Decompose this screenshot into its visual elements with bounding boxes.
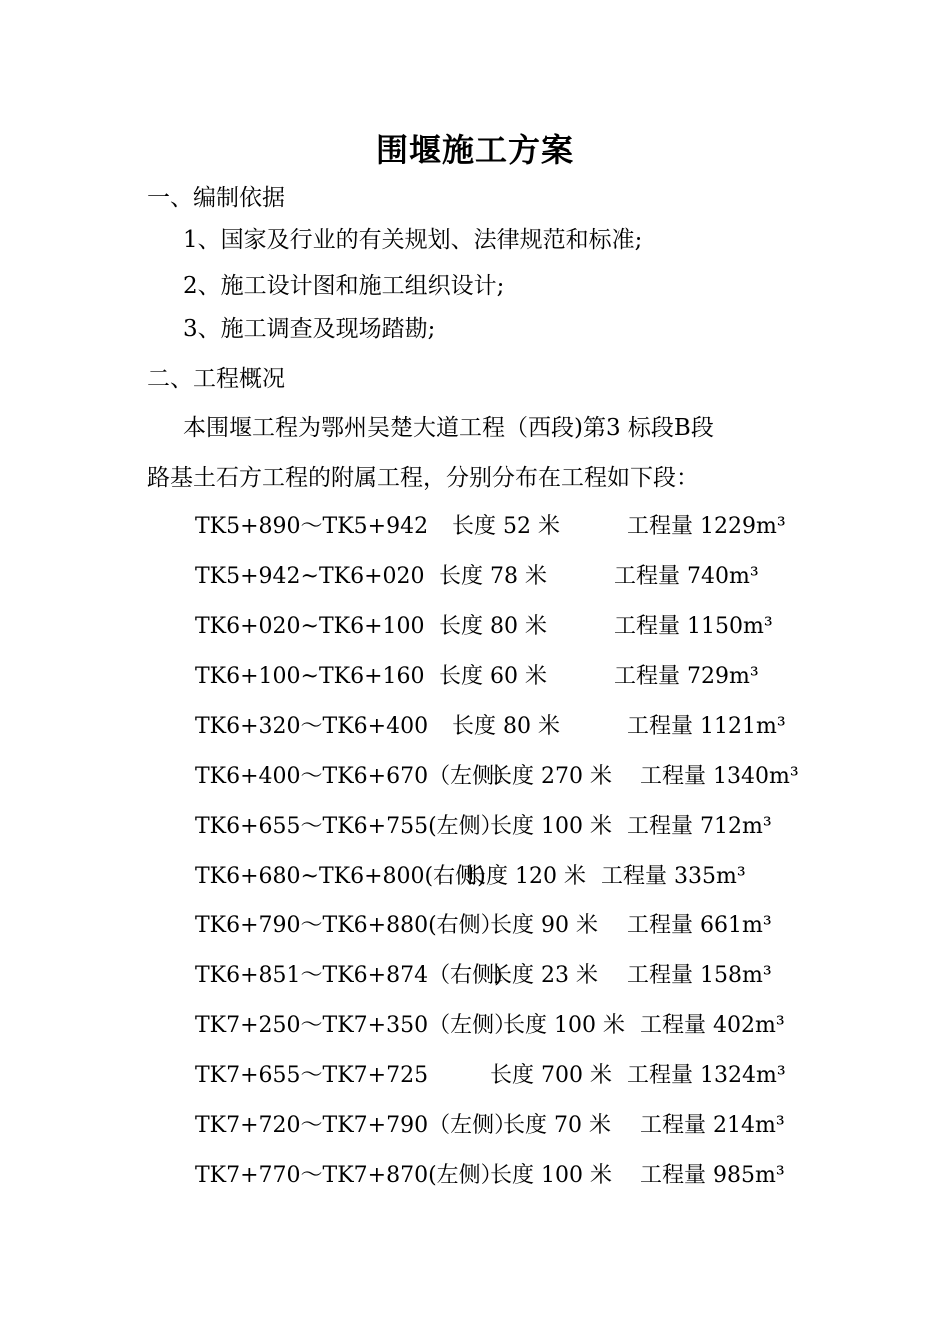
segment-range: TK7+250～TK7+350（左侧） <box>195 1013 517 1038</box>
segment-range: TK6+100~TK6+160 <box>195 664 425 689</box>
basis-item-1: 1、国家及行业的有关规划、法律规范和标准; <box>183 227 643 253</box>
basis-item-3: 3、施工调查及现场踏勘; <box>183 316 436 342</box>
segment-volume: 工程量 661m³ <box>627 913 772 938</box>
segment-range: TK5+942~TK6+020 <box>195 564 425 589</box>
segment-volume: 工程量 335m³ <box>601 864 746 889</box>
segment-length: 长度 23 米 <box>490 963 598 988</box>
segment-volume: 工程量 729m³ <box>614 664 759 689</box>
segment-range: TK6+680~TK6+800(右侧) <box>195 864 486 889</box>
segment-length: 长度 60 米 <box>439 664 547 689</box>
segment-length: 长度 120 米 <box>464 864 586 889</box>
segment-range: TK6+400～TK6+670（左侧） <box>195 764 517 789</box>
segment-range: TK6+320～TK6+400 <box>195 714 429 739</box>
segment-length: 长度 100 米 <box>503 1013 625 1038</box>
segment-volume: 工程量 1340m³ <box>640 764 799 789</box>
segment-range: TK7+770～TK7+870(左侧） <box>195 1163 503 1188</box>
document-title: 围堰施工方案 <box>375 131 574 169</box>
segment-length: 长度 52 米 <box>452 514 560 539</box>
segment-range: TK7+720～TK7+790（左侧） <box>195 1113 517 1138</box>
section-heading-overview: 二、工程概况 <box>147 366 285 392</box>
segment-range: TK7+655～TK7+725 <box>195 1063 429 1088</box>
segment-length: 长度 700 米 <box>490 1063 612 1088</box>
segment-range: TK6+655～TK6+755(左侧） <box>195 814 503 839</box>
segment-volume: 工程量 985m³ <box>640 1163 785 1188</box>
basis-item-2: 2、施工设计图和施工组织设计; <box>183 273 505 299</box>
segment-length: 长度 80 米 <box>439 614 547 639</box>
segment-volume: 工程量 1121m³ <box>627 714 786 739</box>
segment-length: 长度 270 米 <box>490 764 612 789</box>
segment-volume: 工程量 740m³ <box>614 564 759 589</box>
segment-length: 长度 100 米 <box>490 1163 612 1188</box>
section-heading-basis: 一、编制依据 <box>147 185 285 211</box>
segment-length: 长度 70 米 <box>503 1113 611 1138</box>
segment-volume: 工程量 214m³ <box>640 1113 785 1138</box>
overview-paragraph-line-1: 本围堰工程为鄂州吴楚大道工程（西段)第3 标段B段 <box>183 415 714 441</box>
segment-range: TK6+020~TK6+100 <box>195 614 425 639</box>
segment-volume: 工程量 1150m³ <box>614 614 773 639</box>
segment-volume: 工程量 712m³ <box>627 814 772 839</box>
overview-paragraph-line-2: 路基土石方工程的附属工程，分别分布在工程如下段： <box>147 465 699 491</box>
segment-range: TK5+890～TK5+942 <box>195 514 429 539</box>
segment-volume: 工程量 158m³ <box>627 963 772 988</box>
segment-range: TK6+790～TK6+880(右侧） <box>195 913 503 938</box>
segment-length: 长度 90 米 <box>490 913 598 938</box>
segment-volume: 工程量 1324m³ <box>627 1063 786 1088</box>
segment-length: 长度 78 米 <box>439 564 547 589</box>
segment-volume: 工程量 1229m³ <box>627 514 786 539</box>
segment-length: 长度 80 米 <box>452 714 560 739</box>
segment-range: TK6+851～TK6+874（右侧) <box>195 963 503 988</box>
segment-volume: 工程量 402m³ <box>640 1013 785 1038</box>
segment-length: 长度 100 米 <box>490 814 612 839</box>
